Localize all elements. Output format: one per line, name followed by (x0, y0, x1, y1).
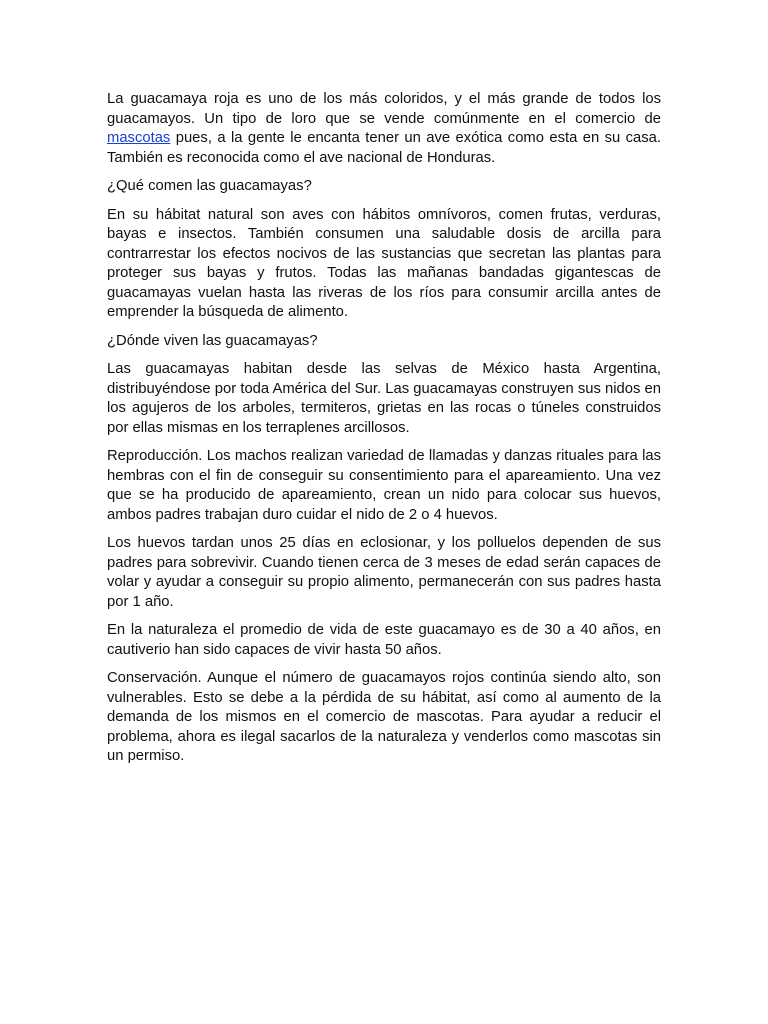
lifespan-paragraph: En la naturaleza el promedio de vida de este guacamayo es de 30 a 40 años, en cautiverio han sido capaces de vivir hasta 50 años. (107, 622, 661, 658)
eggs-paragraph: Los huevos tardan unos 25 días en eclosionar, y los polluelos dependen de sus padres para sobrevivir. Cuando tienen cerca de 3 meses de edad serán capaces de volar y ayudar a conseguir su propio alimento, permanecerán con sus padres hasta por 1 año. (107, 535, 661, 610)
diet-paragraph: En su hábitat natural son aves con hábitos omnívoros, comen frutas, verduras, bayas e insectos. También consumen una saludable dosis de arcilla para contrarrestar los efectos nocivos de las sustancias que secretan las plantas para proteger sus bayas y frutos. Todas las mañanas bandadas gigantescas de guacamayas vuelan hasta las riveras de los ríos para consumir arcilla antes de emprender la búsqueda de alimento. (107, 206, 661, 320)
intro-text-before-link: La guacamaya roja es uno de los más coloridos, y el más grande de todos los guacamayos. Un tipo de loro que se vende comúnmente en el comercio de (107, 91, 661, 127)
mascotas-link[interactable]: mascotas (107, 130, 171, 146)
document-body (107, 90, 661, 776)
question-diet-heading: ¿Qué comen las guacamayas? (107, 178, 312, 194)
intro-paragraph (107, 90, 661, 168)
conservation-paragraph: Conservación. Aunque el número de guacamayos rojos continúa siendo alto, son vulnerables. Esto se debe a la pérdida de su hábitat, así como al aumento de la demanda de los mismos en el comercio de mascotas. Para ayudar a reducir el problema, ahora es ilegal sacarlos de la naturaleza y venderlos como mascotas sin un permiso. (107, 670, 661, 764)
question-habitat-heading: ¿Dónde viven las guacamayas? (107, 332, 318, 349)
intro-text-after-link: pues, a la gente le encanta tener un ave exótica como esta en su casa. También es reconocida como el ave nacional de Honduras. (107, 130, 661, 166)
habitat-paragraph: Las guacamayas habitan desde las selvas de México hasta Argentina, distribuyéndose por toda América del Sur. Las guacamayas construyen sus nidos en los agujeros de los arboles, termiteros, grietas en las rocas o túneles construidos por ellas mismas en los terraplenes arcillosos. (107, 361, 661, 436)
reproduction-paragraph: Reproducción. Los machos realizan variedad de llamadas y danzas rituales para las hembras con el fin de conseguir su consentimiento para el apareamiento. Una vez que se ha producido de apareamiento, crean un nido para colocar sus huevos, ambos padres trabajan duro cuidar el nido de 2 o 4 huevos. (107, 448, 661, 523)
